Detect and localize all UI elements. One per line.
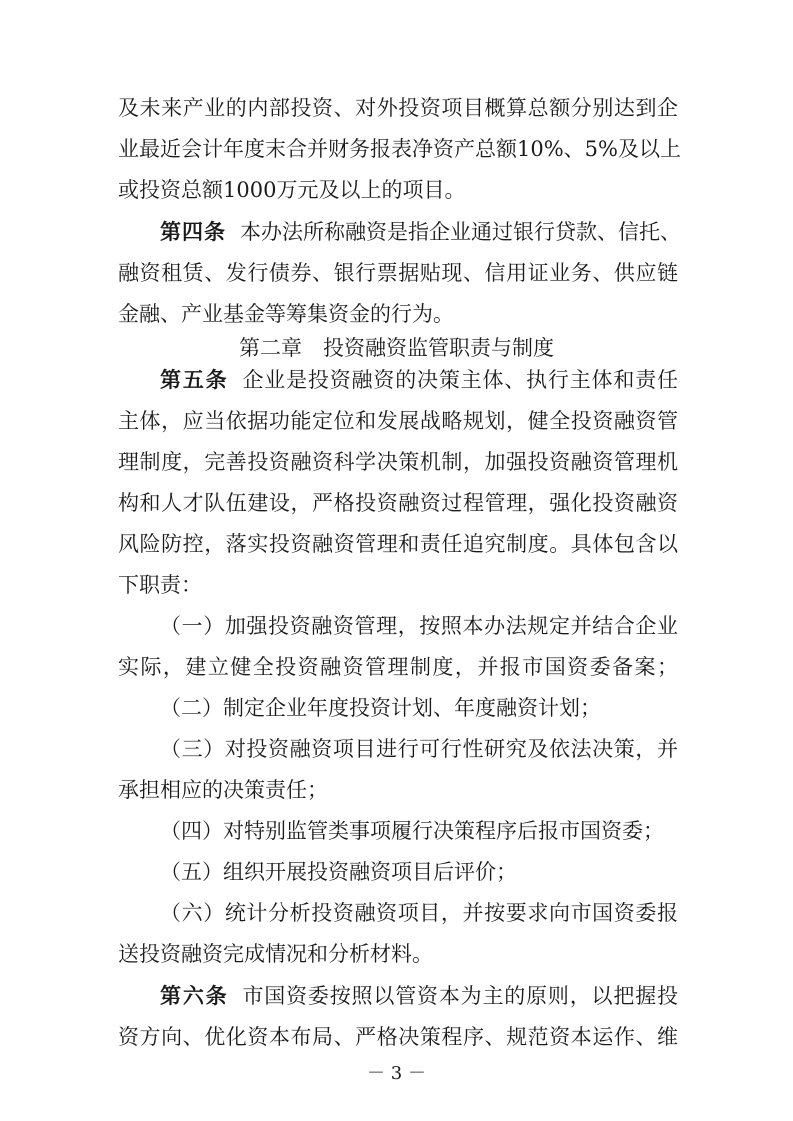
list-item: （一）加强投资融资管理，按照本办法规定并结合企业 xyxy=(160,614,678,638)
article-4-text: 本办法所称融资是指企业通过银行贷款、信托、 xyxy=(240,220,681,244)
article-6-label: 第六条 xyxy=(160,984,229,1008)
paragraph-line: 及未来产业的内部投资、对外投资项目概算总额分别达到企 xyxy=(118,96,678,120)
list-item-continuation: 实际，建立健全投资融资管理制度，并报市国资委备案； xyxy=(118,655,678,679)
paragraph-line: 业最近会计年度末合并财务报表净资产总额10%、5%及以上 xyxy=(118,137,681,161)
page-number: － 3 － xyxy=(367,1063,426,1084)
paragraph-line: 构和人才队伍建设，严格投资融资过程管理，强化投资融资 xyxy=(118,491,678,515)
article-5-first-line xyxy=(160,366,678,396)
list-item-continuation: 送投资融资完成情况和分析材料。 xyxy=(118,942,433,966)
list-item: （四）对特别监管类事项履行决策程序后报市国资委； xyxy=(160,819,664,843)
article-6-first-line xyxy=(160,982,678,1012)
paragraph-line: 下职责： xyxy=(118,573,202,597)
article-5-text: 企业是投资融资的决策主体、执行主体和责任 xyxy=(242,368,679,392)
paragraph-line: 理制度，完善投资融资科学决策机制，加强投资融资管理机 xyxy=(118,450,678,474)
article-4-label: 第四条 xyxy=(160,220,226,244)
paragraph-line: 风险防控，落实投资融资管理和责任追究制度。具体包含以 xyxy=(118,532,678,556)
chapter-heading: 第二章 投资融资监管职责与制度 xyxy=(239,336,554,360)
list-item: （三）对投资融资项目进行可行性研究及依法决策，并 xyxy=(160,737,678,761)
paragraph-line: 主体，应当依据功能定位和发展战略规划，健全投资融资管 xyxy=(118,409,678,433)
paragraph-line: 或投资总额1000万元及以上的项目。 xyxy=(118,178,466,202)
list-item-continuation: 承担相应的决策责任； xyxy=(118,778,328,802)
article-6-text: 市国资委按照以管资本为主的原则，以把握投 xyxy=(242,984,679,1008)
list-item: （二）制定企业年度投资计划、年度融资计划； xyxy=(160,696,601,720)
paragraph-line: 金融、产业基金等筹集资金的行为。 xyxy=(118,302,454,326)
article-5-label: 第五条 xyxy=(160,368,229,392)
paragraph-line: 融资租赁、发行债券、银行票据贴现、信用证业务、供应链 xyxy=(118,261,678,285)
list-item: （五）组织开展投资融资项目后评价； xyxy=(160,860,517,884)
list-item: （六）统计分析投资融资项目，并按要求向市国资委报 xyxy=(160,901,678,925)
paragraph-line: 资方向、优化资本布局、严格决策程序、规范资本运作、维 xyxy=(118,1025,678,1049)
article-4-first-line xyxy=(160,218,681,248)
